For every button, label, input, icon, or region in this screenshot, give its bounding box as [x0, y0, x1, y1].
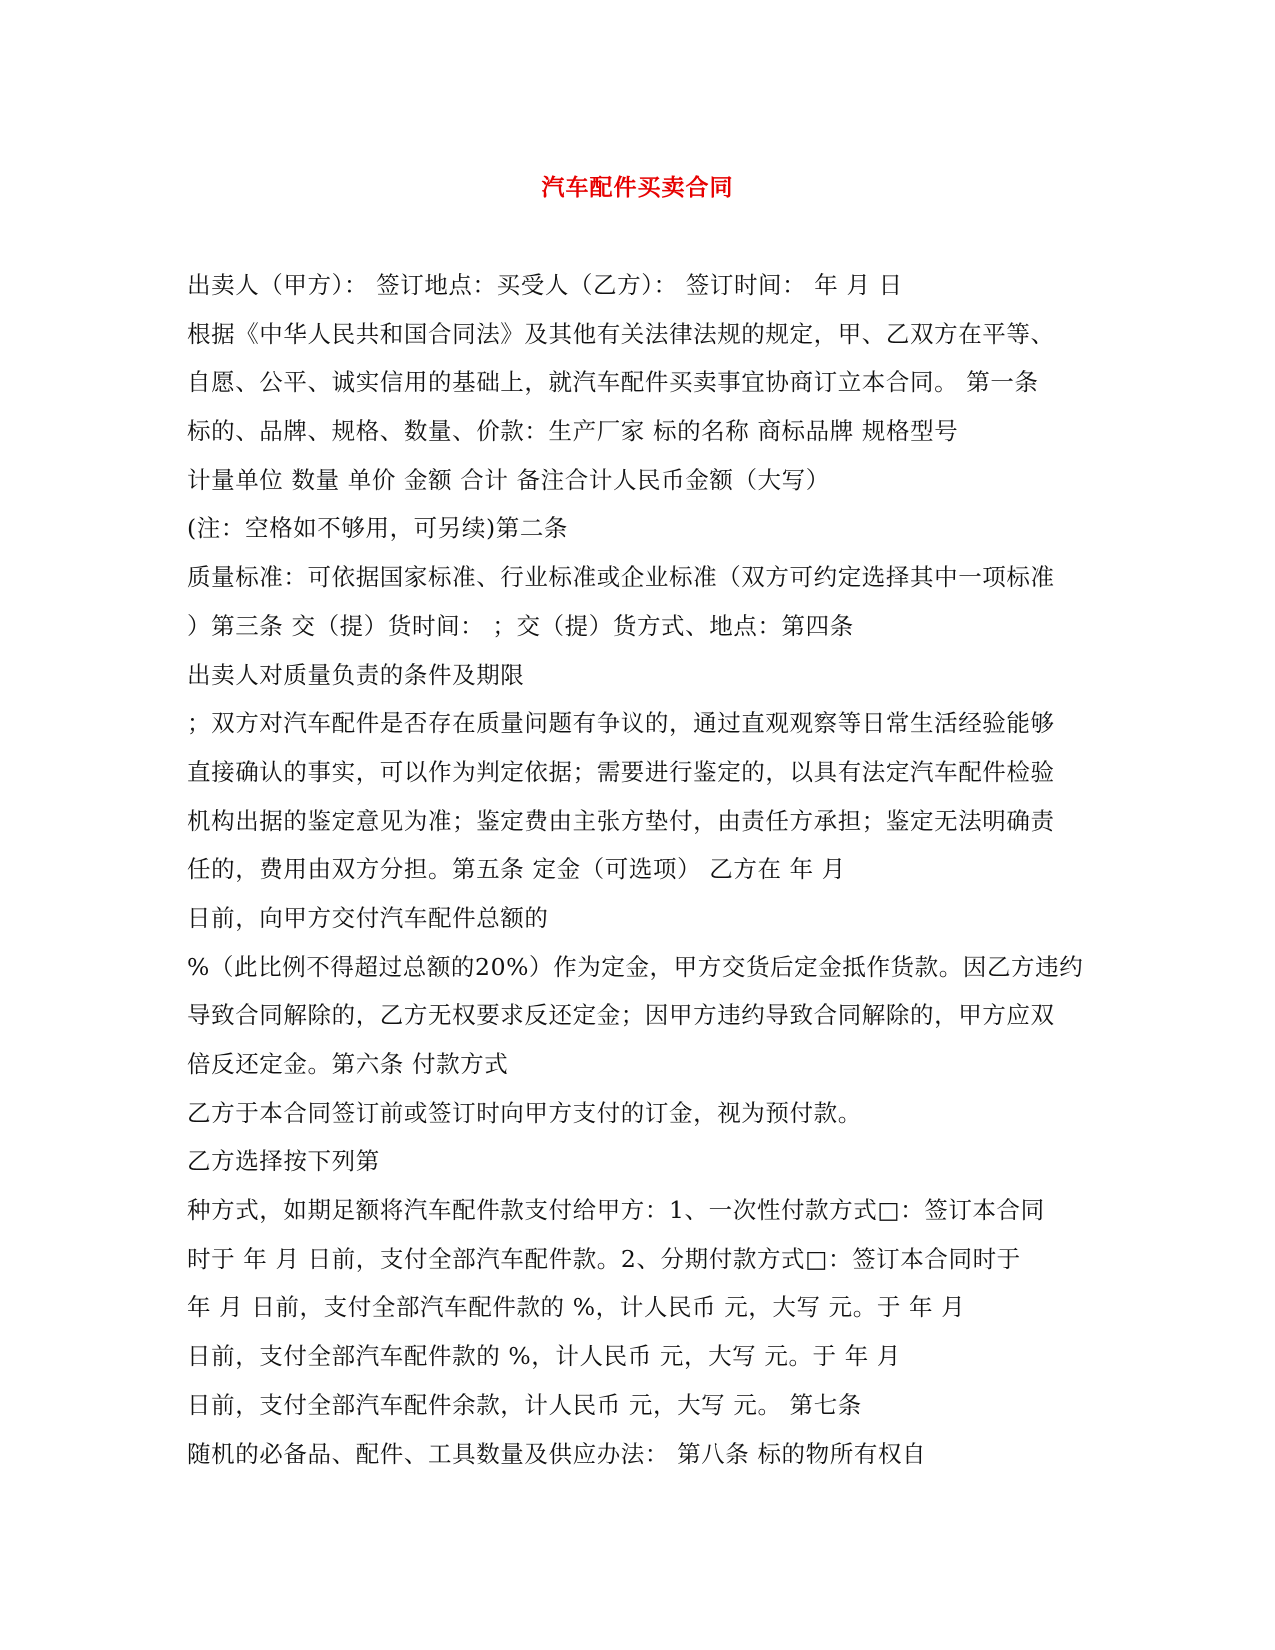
contract-line: 出卖人（甲方）： 签订地点：买受人（乙方）： 签订时间： 年 月 日	[187, 271, 903, 299]
contract-line: 自愿、公平、诚实信用的基础上，就汽车配件买卖事宜协商订立本合同。 第一条	[187, 368, 1039, 397]
contract-line: 倍反还定金。第六条 付款方式	[187, 1050, 509, 1078]
contract-line: 乙方选择按下列第	[187, 1147, 380, 1176]
contract-line: 随机的必备品、配件、工具数量及供应办法： 第八条 标的物所有权自	[187, 1439, 927, 1468]
contract-line: 机构出据的鉴定意见为准；鉴定费由主张方垫付，由责任方承担；鉴定无法明确责	[187, 806, 1055, 835]
contract-line: 根据《中华人民共和国合同法》及其他有关法律法规的规定，甲、乙双方在平等、	[187, 319, 1055, 348]
contract-line: (注：空格如不够用，可另续)第二条	[187, 514, 569, 543]
document-title: 汽车配件买卖合同	[541, 174, 734, 201]
contract-line: 日前，支付全部汽车配件款的 %，计人民币 元，大写 元。于 年 月	[187, 1342, 901, 1371]
contract-line: 标的、品牌、规格、数量、价款：生产厂家 标的名称 商标品牌 规格型号	[187, 417, 959, 446]
contract-line: 日前，支付全部汽车配件余款，计人民币 元，大写 元。 第七条	[187, 1390, 862, 1419]
contract-body	[187, 268, 1087, 1485]
contract-line: 直接确认的事实，可以作为判定依据；需要进行鉴定的，以具有法定汽车配件检验	[187, 757, 1055, 786]
contract-line: 导致合同解除的，乙方无权要求反还定金；因甲方违约导致合同解除的，甲方应双	[187, 1001, 1055, 1030]
contract-line: 乙方于本合同签订前或签订时向甲方支付的订金，视为预付款。	[187, 1098, 862, 1127]
contract-line: 日前，向甲方交付汽车配件总额的	[187, 903, 549, 932]
contract-line: ）第三条 交（提）货时间： ；交（提）货方式、地点：第四条	[187, 611, 854, 640]
contract-line: %（此比例不得超过总额的20%）作为定金，甲方交货后定金抵作货款。因乙方违约	[187, 952, 1084, 981]
contract-line: 种方式，如期足额将汽车配件款支付给甲方：1、一次性付款方式□：签订本合同	[187, 1196, 1045, 1225]
contract-line: 质量标准：可依据国家标准、行业标准或企业标准（双方可约定选择其中一项标准	[187, 563, 1055, 592]
contract-line: ；双方对汽车配件是否存在质量问题有争议的，通过直观观察等日常生活经验能够	[187, 709, 1055, 738]
contract-line: 年 月 日前，支付全部汽车配件款的 %，计人民币 元，大写 元。于 年 月	[187, 1293, 966, 1322]
contract-line: 任的，费用由双方分担。第五条 定金（可选项） 乙方在 年 月	[187, 855, 846, 884]
contract-line: 时于 年 月 日前，支付全部汽车配件款。2、分期付款方式□：签订本合同时于	[187, 1244, 1021, 1273]
contract-line: 计量单位 数量 单价 金额 合计 备注合计人民币金额（大写）	[187, 465, 830, 494]
contract-line: 出卖人对质量负责的条件及期限	[187, 660, 525, 689]
